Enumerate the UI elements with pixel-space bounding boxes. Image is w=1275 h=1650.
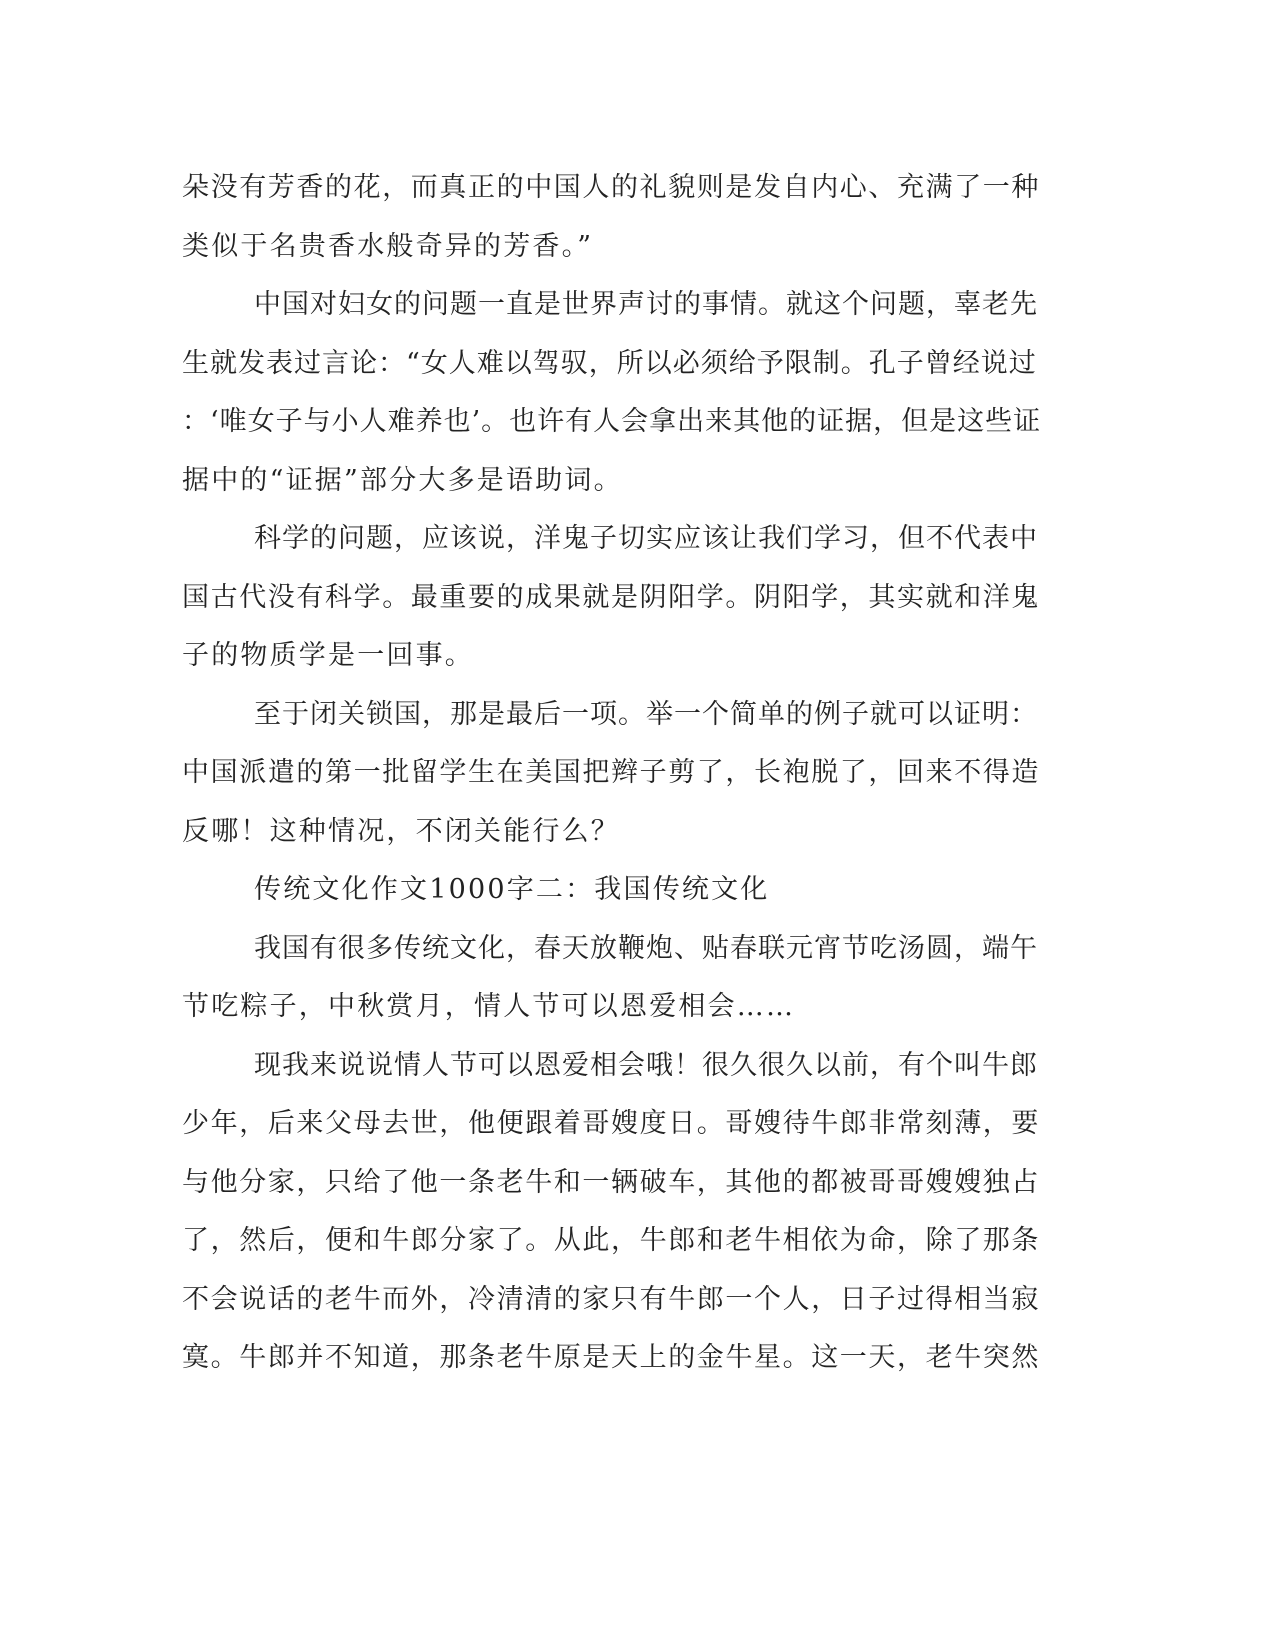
text-line: 科学的问题，应该说，洋鬼子切实应该让我们学习，但不代表中	[254, 523, 1038, 554]
text-line: 寞。牛郎并不知道，那条老牛原是天上的金牛星。这一天，老牛突然	[182, 1342, 1040, 1373]
text-line: 国古代没有科学。最重要的成果就是阴阳学。阴阳学，其实就和洋鬼	[182, 581, 1040, 613]
text-line: 节吃粽子，中秋赏月，情人节可以恩爱相会……	[182, 991, 796, 1022]
text-line: 中国对妇女的问题一直是世界声讨的事情。就这个问题，辜老先	[254, 289, 1038, 320]
text-line: 生就发表过言论：“女人难以驾驭，所以必须给予限制。孔子曾经说过	[182, 347, 1037, 379]
text-line: ：‘唯女子与小人难养也’。也许有人会拿出来其他的证据，但是这些证	[182, 406, 1042, 437]
text-line: 少年，后来父母去世，他便跟着哥嫂度日。哥嫂待牛郎非常刻薄，要	[182, 1108, 1040, 1139]
text-line: 至于闭关锁国，那是最后一项。举一个简单的例子就可以证明：	[254, 698, 1038, 730]
text-line: 不会说话的老牛而外，冷清清的家只有牛郎一个人，日子过得相当寂	[182, 1283, 1040, 1315]
text-line: 反哪！这种情况，不闭关能行么？	[182, 815, 620, 847]
text-line: 与他分家，只给了他一条老牛和一辆破车，其他的都被哥哥嫂嫂独占	[182, 1166, 1040, 1198]
text-line: 据中的“证据”部分大多是语助词。	[182, 464, 623, 496]
text-line: 了，然后，便和牛郎分家了。从此，牛郎和老牛相依为命，除了那条	[182, 1225, 1040, 1256]
text-line: 中国派遣的第一批留学生在美国把辫子剪了，长袍脱了，回来不得造	[182, 757, 1040, 788]
section-heading: 传统文化作文1000字二：我国传统文化	[254, 874, 770, 905]
text-line: 现我来说说情人节可以恩爱相会哦！很久很久以前，有个叫牛郎	[254, 1049, 1038, 1081]
text-line: 朵没有芳香的花，而真正的中国人的礼貌则是发自内心、充满了一种	[182, 172, 1040, 203]
document-body	[182, 159, 1042, 1388]
text-line: 我国有很多传统文化，春天放鞭炮、贴春联元宵节吃汤圆，端午	[254, 932, 1038, 964]
text-line: 类似于名贵香水般奇异的芳香。”	[182, 230, 594, 262]
text-line: 子的物质学是一回事。	[182, 640, 474, 671]
